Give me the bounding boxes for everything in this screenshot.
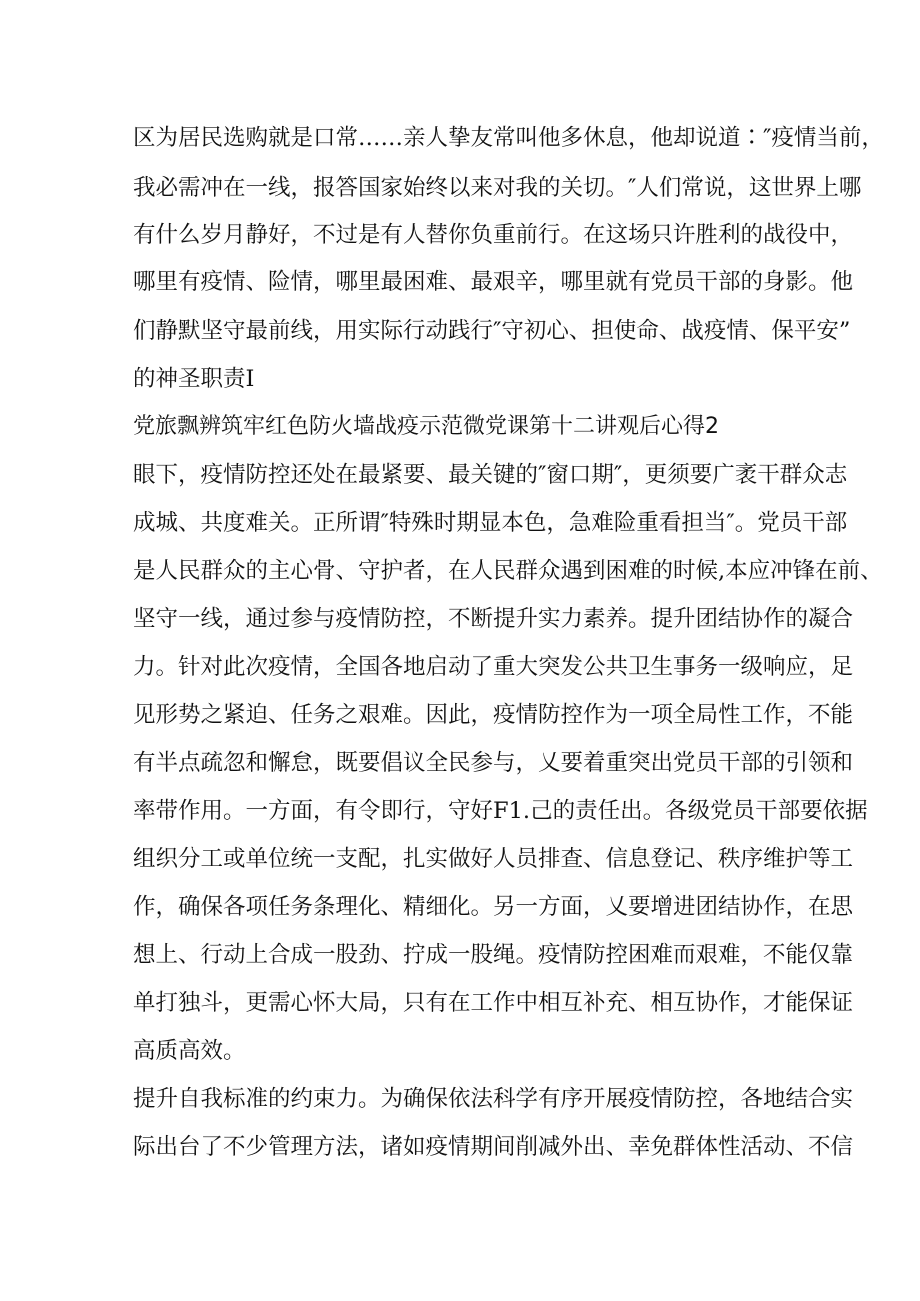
- paragraph-line: 组织分工或单位统一支配，扎实做好人员排查、信息登记、秩序维护等工: [133, 846, 854, 872]
- paragraph-line: 单打独斗，更需心怀大局，只有在工作中相互补充、相互协作，才能保证: [133, 990, 854, 1016]
- paragraph-line: 眼下，疫情防控还处在最紧要、最关键的″窗口期″，更须要广袤干群众志: [133, 462, 848, 488]
- paragraph-line: 力。针对此次疫情，全国各地启动了重大突发公共卫生事务一级响应，足: [133, 654, 854, 680]
- paragraph-line: 我必需冲在一线，报答国家始终以来对我的关切。″人们常说，这世界上哪: [133, 175, 862, 201]
- paragraph-line: 坚守一线，通过参与疫情防控，不断提升实力素养。提升团结协作的凝合: [133, 606, 854, 632]
- paragraph-line: 作，确保各项任务条理化、精细化。另一方面，乂要增进团结协作，在思: [133, 894, 854, 920]
- paragraph-line: 见形势之紧迫、任务之艰难。因此，疫情防控作为一项全局性工作，不能: [133, 702, 854, 728]
- paragraph-line: 际出台了不少管理方法，诸如疫情期间削减外出、幸免群体性活动、不信: [133, 1134, 854, 1160]
- section-heading: 党旅飘辨筑牢红色防火墙战疫示范微党课第十二讲观后心得2: [133, 414, 719, 439]
- paragraph-line: 的神圣职责I: [133, 366, 255, 392]
- paragraph-line: 哪里有疫情、险情，哪里最困难、最艰辛，哪里就有党员干部的身影。他: [133, 269, 854, 295]
- paragraph-line: 成城、共度难关。正所谓″特殊时期显本色，急难险重看担当″。党员干部: [133, 510, 848, 536]
- paragraph-line: 们静默坚守最前线，用实际行动践行″守初心、担使命、战疫情、保平安”: [133, 318, 851, 344]
- paragraph-line: 想上、行动上合成一股劲、拧成一股绳。疫情防控困难而艰难，不能仅靠: [133, 942, 854, 968]
- paragraph-line: 率带作用。一方面，有令即行，守好F1.己的责任出。各级党员干部要依据: [133, 798, 868, 824]
- paragraph-line: 有半点疏忽和懈怠，既要倡议全民参与，乂要着重突出党员干部的引领和: [133, 750, 854, 776]
- paragraph-line: 提升自我标准的约束力。为确保依法科学有序开展疫情防控，各地结合实: [133, 1086, 854, 1112]
- paragraph-line: 区为居民选购就是口常……亲人挚友常叫他多休息，他却说道∶″疫情当前，: [133, 125, 884, 151]
- paragraph-line: 高质高效。: [133, 1038, 246, 1064]
- paragraph-line: 有什么岁月静好，不过是有人替你负重前行。在这场只许胜利的战役中，: [133, 222, 854, 248]
- paragraph-line: 是人民群众的主心骨、守护者，在人民群众遇到困难的时候,本应冲锋在前、: [133, 558, 883, 584]
